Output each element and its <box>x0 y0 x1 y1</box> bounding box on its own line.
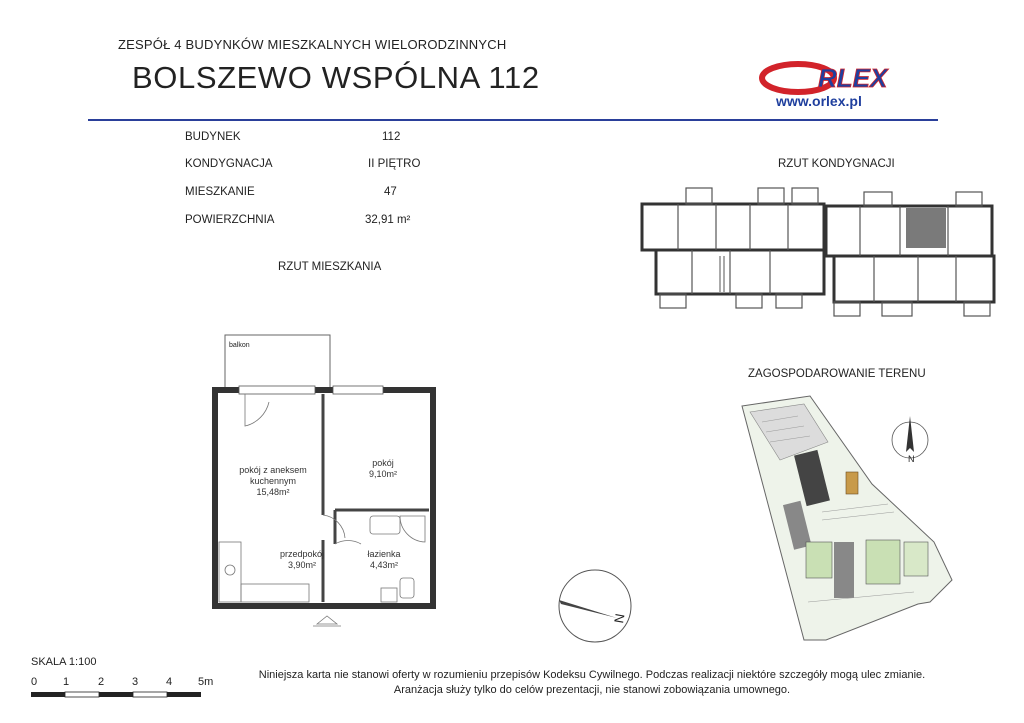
apartment-plan-heading: RZUT MIESZKANIA <box>278 261 382 273</box>
site-plan-heading: ZAGOSPODAROWANIE TERENU <box>748 368 926 380</box>
balcony-label: balkon <box>229 342 250 349</box>
site-north-label: N <box>908 454 915 464</box>
scale-tick-4: 4 <box>166 676 173 688</box>
info-value-building: 112 <box>382 131 401 143</box>
bathroom-name: łazienka <box>367 549 401 559</box>
scale-tick-3: 3 <box>132 676 139 688</box>
living-room-name-2: kuchennym <box>249 476 297 486</box>
disclaimer-line-2: Aranżacja służy tylko do celów prezentacji, nie stanowi zobowiązania umownego. <box>393 684 791 696</box>
scale-tick-1: 1 <box>63 676 70 688</box>
info-label-area: POWIERZCHNIA <box>185 214 275 226</box>
floor-plan-heading: RZUT KONDYGNACJI <box>778 158 895 170</box>
info-value-apartment: 47 <box>384 186 397 198</box>
logo-wordmark: RLEX <box>818 63 888 93</box>
info-value-floor: II PIĘTRO <box>368 158 421 170</box>
scale-ticks <box>0 676 240 692</box>
compass-icon <box>555 566 637 648</box>
green-court-2 <box>866 540 900 584</box>
logo-url: www.orlex.pl <box>776 93 862 109</box>
bathroom-label <box>356 549 412 571</box>
living-room-name-1: pokój z aneksem <box>239 465 307 475</box>
project-subtitle: ZESPÓŁ 4 BUDYNKÓW MIESZKALNYCH WIELORODZINNYCH <box>118 37 507 52</box>
building-floor-plan <box>638 184 998 318</box>
scale-tick-5: 5m <box>198 676 214 688</box>
disclaimer-line-1: Niniejsza karta nie stanowi oferty w rozumieniu przepisów Kodeksu Cywilnego. Podczas realizacji niektóre szczegóły mogą ulec zmianie. <box>258 669 926 681</box>
disclaimer <box>232 668 952 698</box>
bathroom-area: 4,43m² <box>369 560 398 570</box>
project-title: BOLSZEWO WSPÓLNA 112 <box>132 60 540 95</box>
info-label-building: BUDYNEK <box>185 131 241 143</box>
hall-area: 3,90m² <box>287 560 316 570</box>
orlex-logo <box>758 60 940 110</box>
info-label-floor: KONDYGNACJA <box>185 158 273 170</box>
scale-tick-2: 2 <box>98 676 105 688</box>
hall-name: przedpokój <box>279 549 325 559</box>
room-label <box>355 458 411 480</box>
room-area: 9,10m² <box>368 469 397 479</box>
room-name: pokój <box>372 458 394 468</box>
hall-label <box>268 549 336 571</box>
info-label-apartment: MIESZKANIE <box>185 186 255 198</box>
playground <box>846 472 858 494</box>
scale-tick-0: 0 <box>31 676 38 688</box>
building-block-3 <box>834 542 854 598</box>
living-room-area: 15,48m² <box>256 487 290 497</box>
header-divider <box>88 119 938 121</box>
green-court-1 <box>806 542 832 578</box>
compass-n-label: N <box>611 612 628 625</box>
living-room-label <box>225 465 321 498</box>
site-plan <box>738 392 968 644</box>
info-value-area: 32,91 m² <box>365 214 411 226</box>
highlighted-apartment <box>906 208 946 248</box>
scale-bar <box>30 691 220 699</box>
scale-label: SKALA 1:100 <box>31 656 97 668</box>
